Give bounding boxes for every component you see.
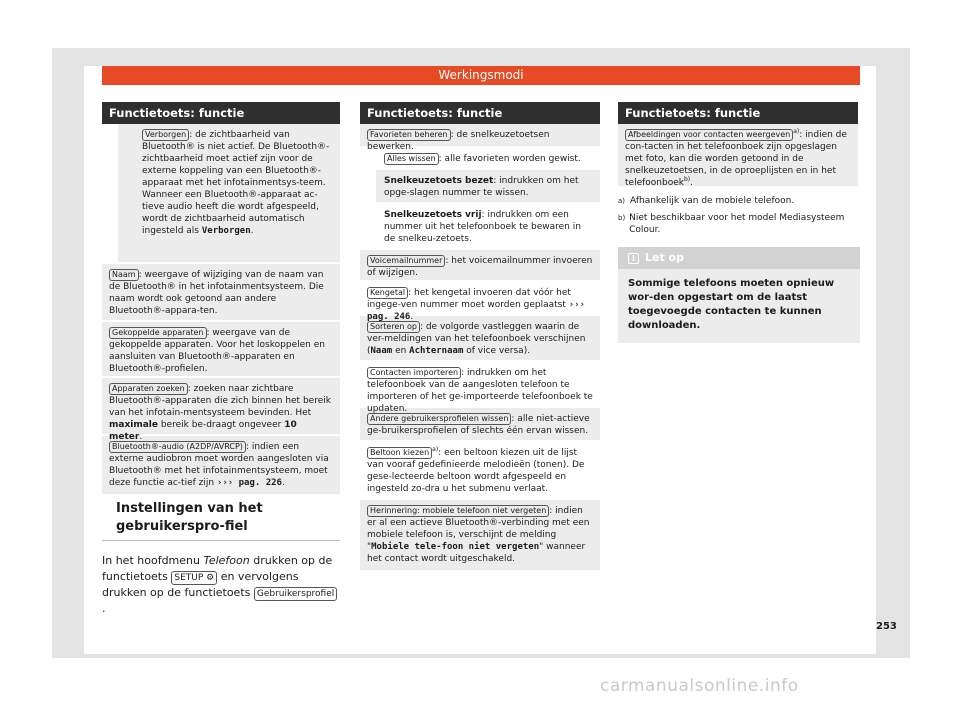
watermark: carmanualsonline.info (600, 676, 799, 696)
table-row: Gekoppelde apparaten : weergave van de gekoppelde apparaten. Voor het loskoppelen en aansluiten van Bluetooth®-apparaten en Bluetooth®-profielen. (102, 320, 340, 376)
function-key[interactable]: Bluetooth®-audio (A2DP/AVRCP) (109, 441, 246, 453)
function-table-1 (102, 102, 340, 494)
page-number: 253 (876, 621, 897, 632)
function-key[interactable]: Apparaten zoeken (109, 383, 188, 395)
info-icon: i (628, 253, 639, 264)
page-reference[interactable]: ››› pag. 246 (367, 300, 585, 322)
section-body: In het hoofdmenu Telefoon drukken op de functietoets SETUP ⚙ en vervolgens drukken op de functietoets Gebruikersprofiel. (102, 553, 340, 617)
page-reference[interactable]: ››› pag. 226 (216, 478, 282, 488)
note-header: i Let op (618, 247, 860, 269)
function-key[interactable]: Favorieten beheren (367, 129, 451, 141)
table-row: Apparaten zoeken : zoeken naar zichtbare Bluetooth®-apparaten die zich binnen het bereik van het infotain-mentsysteem bevinden. Het maximale bereik be-draagt ongeveer 10 meter. (102, 376, 340, 434)
footnote: b) Niet beschikbaar voor het model Mediasysteem Colour. (618, 213, 845, 235)
table-row: Verborgen : de zichtbaarheid van Bluetooth® is niet actief. De Bluetooth®-zichtbaarheid moet actief zijn voor de externe koppeling van een Bluetooth®-apparaat met het infotainmentsys-teem. Wanneer een Bluetooth®-apparaat ac-tieve audio heeft die wordt afgespeeld, wordt de zichtbaarheid automatisch ingesteld als Verborgen. (118, 124, 340, 262)
function-key[interactable]: Voicemailnummer (367, 255, 445, 267)
note-text: Sommige telefoons moeten opnieuw wor-den opgestart om de laatst toegevoegde contacten te kunnen downloaden. (628, 278, 835, 331)
chapter-header: Werkingsmodi (102, 66, 860, 85)
table-header: Functietoets: functie (102, 102, 340, 124)
table-row: Alles wissen : alle favorieten worden gewist. (360, 146, 600, 168)
function-key[interactable]: Alles wissen (384, 153, 439, 165)
function-key[interactable]: Verborgen (142, 129, 189, 141)
footnotes (618, 195, 860, 241)
table-row: Favorieten beheren : de snelkeuzetoetsen bewerken. (360, 124, 600, 146)
table-row: Sorteren op : de volgorde vastleggen waarin de ver-meldingen van het telefoonboek verschijnen (Naam en Achternaam of vice versa). (360, 314, 600, 360)
function-table-2 (360, 102, 600, 570)
table-row: Naam : weergave of wijziging van de naam van de Bluetooth® in het infotainmentsysteem. Die naam wordt ook getoond aan andere Bluetooth®-appara-ten. (102, 262, 340, 320)
table-row: Afbeeldingen voor contacten weergeven $^{a)}$: indien de con-tacten in het telefoonboek zijn opgeslagen met foto, kan die worden getoond in de snelkeuzetoetsen, in de oproeplijsten en in het telefoonboek$^{b)}$. (618, 124, 858, 186)
table-row: Bluetooth®-audio (A2DP/AVRCP) : indien een externe audiobron moet worden aangesloten via Bluetooth® met het infotainmentsysteem, moet deze functie ac-tief zijn ››› pag. 226. (102, 434, 340, 494)
section-title: Instellingen van het gebruikerspro-fiel (116, 501, 263, 534)
table-row: Herinnering: mobiele telefoon niet vergeten : indien er al een actieve Bluetooth®-verbinding met een mobiele telefoon is, verschijnt de melding "Mobiele tele-foon niet vergeten" wanneer het contact wordt uitgeschakeld. (360, 498, 600, 570)
table-header: Functietoets: functie (618, 102, 858, 124)
table-header: Functietoets: functie (360, 102, 600, 124)
function-key[interactable]: Kengetal (367, 287, 408, 299)
user-profile-key[interactable]: Gebruikersprofiel (254, 587, 337, 601)
table-row: Snelkeuzetoets bezet: indrukken om het opge-slagen nummer te wissen. (376, 168, 600, 202)
function-key[interactable]: Herinnering: mobiele telefoon niet vergeten (367, 505, 549, 517)
table-row: Contacten importeren : indrukken om het telefoonboek van de aangesloten telefoon te importeren of het ge-importeerde telefoonboek te updaten. (360, 360, 600, 406)
function-key[interactable]: Naam (109, 269, 139, 281)
table-row: Kengetal : het kengetal invoeren dat vóór het ingege-ven nummer moet worden geplaatst ››› pag. 246. (360, 280, 600, 314)
table-row: Snelkeuzetoets vrij: indrukken om een nummer uit het telefoonboek te bewaren in de snelkeu-zetoets. (376, 202, 600, 248)
function-key[interactable]: Sorteren op (367, 321, 420, 333)
footnote: a) Afhankelijk van de mobiele telefoon. (618, 196, 795, 206)
function-key[interactable]: Contacten importeren (367, 367, 461, 379)
table-row: Andere gebruikersprofielen wissen : alle niet-actieve ge-bruikersprofielen of slechts één ervan wissen. (360, 406, 600, 440)
function-table-3 (618, 102, 858, 186)
function-key[interactable]: Beltoon kiezen (367, 447, 432, 459)
table-row: Beltoon kiezen $^{a)}$: een beltoon kiezen uit de lijst van vooraf gedefinieerde melodieën (tonen). De gese-lecteerde beltoon wordt afgespeeld en ingesteld zo-dra u het submenu verlaat. (360, 440, 600, 498)
section-divider (102, 540, 340, 541)
setup-key[interactable]: SETUP ⚙ (171, 571, 217, 585)
function-key[interactable]: Gekoppelde apparaten (109, 327, 207, 339)
function-key[interactable]: Afbeeldingen voor contacten weergeven (625, 129, 793, 141)
table-row: Voicemailnummer : het voicemailnummer invoeren of wijzigen. (360, 248, 600, 280)
note-box (618, 247, 860, 343)
function-key[interactable]: Andere gebruikersprofielen wissen (367, 413, 511, 425)
